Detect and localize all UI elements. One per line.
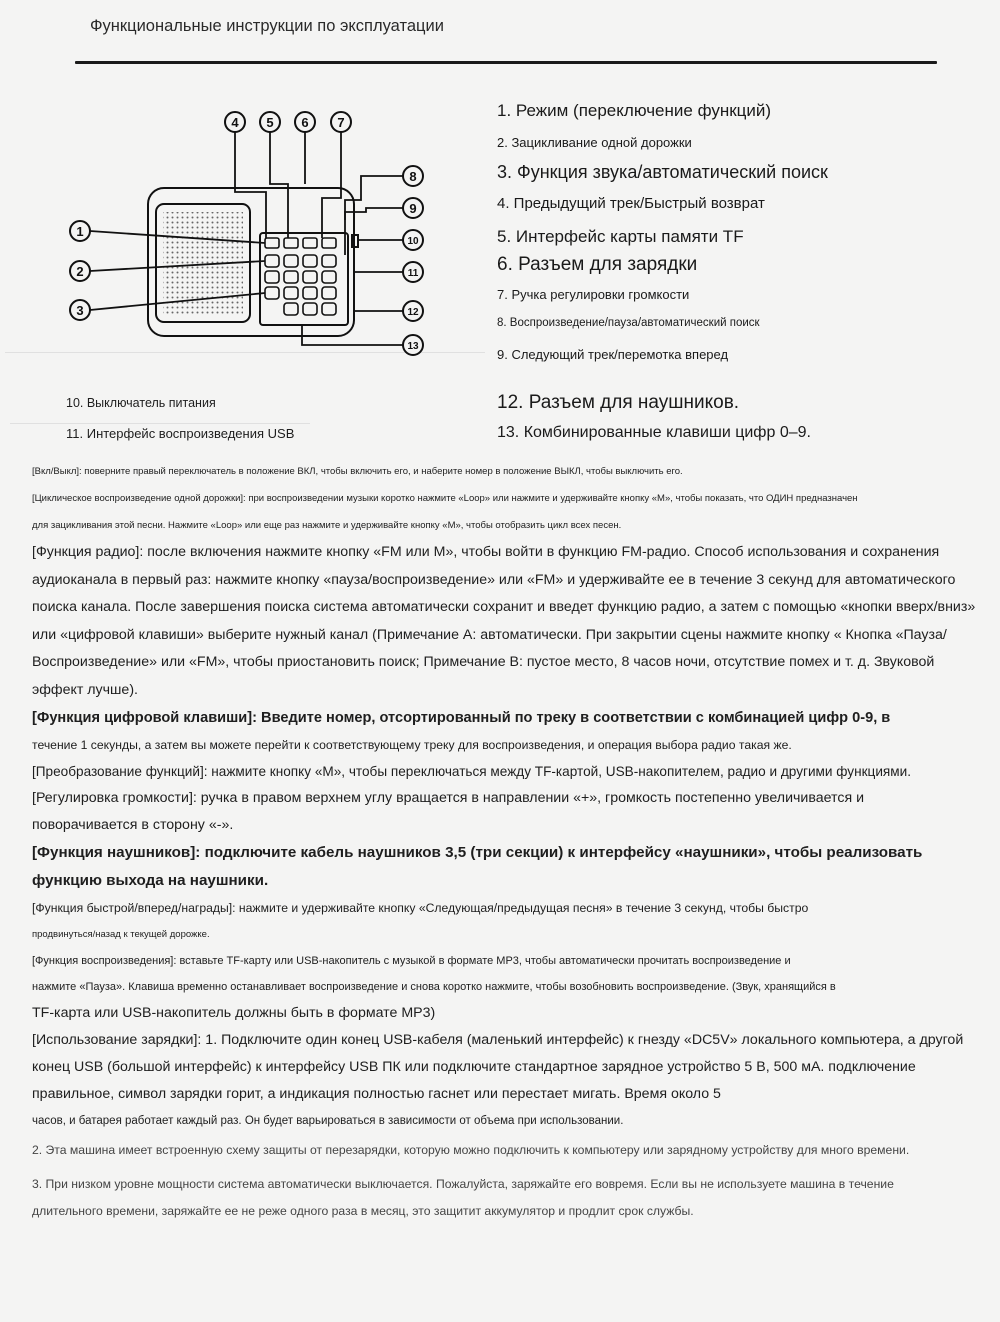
para-convert: [Преобразование функций]: нажмите кнопку «M», чтобы переключаться между TF-картой, USB-накопителем, радио и другими функциями. bbox=[32, 764, 911, 779]
svg-text:4: 4 bbox=[231, 115, 239, 130]
instructions-body bbox=[32, 458, 977, 1225]
callout-11 bbox=[403, 262, 423, 282]
svg-text:11: 11 bbox=[407, 268, 419, 279]
legend-item-5: 5. Интерфейс карты памяти TF bbox=[497, 227, 744, 246]
callout-12 bbox=[403, 301, 423, 321]
svg-text:1: 1 bbox=[76, 224, 84, 239]
para-digit-2: течение 1 секунды, а затем вы можете перейти к соответствующему треку для воспроизведения, и операция выбора радио такая же. bbox=[32, 738, 792, 752]
callout-13 bbox=[403, 335, 423, 355]
para-radio: [Функция радио]: после включения нажмите кнопку «FM или M», чтобы войти в функцию FM-радио. Способ использования и сохранения аудиоканала в первый раз: нажмите кнопку «пауза/воспроизведение» или «FM» и удерживайте ее в течение 3 секунд для автоматического поиска канала. После завершения поиска система автоматически сохранит и введет функцию радио, а затем с помощью «кнопки вверх/вниз» или «цифровой клавиши» выберите нужный канал (Примечание А: автоматически. При закрытии сцены нажмите кнопку « Кнопка «Пауза/Воспроизведение» или «FM», чтобы приостановить поиск; Примечание В: пустое место, 8 часов ночи, отсутствие помех и т. д. Звуковой эффект лучше). bbox=[32, 544, 976, 698]
svg-text:10: 10 bbox=[407, 236, 419, 247]
legend-item-11: 11. Интерфейс воспроизведения USB bbox=[66, 426, 295, 441]
svg-text:8: 8 bbox=[409, 169, 417, 184]
para-play-2: нажмите «Пауза». Клавиша временно останавливает воспроизведение и снова коротко нажмите, чтобы возобновить воспроизведение. (Звук, хранящийся в bbox=[32, 981, 836, 993]
callout-7 bbox=[331, 112, 351, 132]
callout-8 bbox=[403, 166, 423, 186]
para-fast-2: продвинуться/назад к текущей дорожке. bbox=[32, 929, 210, 940]
svg-text:5: 5 bbox=[266, 115, 274, 130]
para-headphones: [Функция наушников]: подключите кабель наушников 3,5 (три секции) к интерфейсу «наушники», чтобы реализовать функцию выхода на наушники. bbox=[32, 844, 923, 889]
svg-text:13: 13 bbox=[407, 341, 419, 352]
legend-item-13: 13. Комбинированные клавиши цифр 0–9. bbox=[497, 424, 811, 441]
callout-1 bbox=[70, 221, 90, 241]
para-volume: [Регулировка громкости]: ручка в правом верхнем углу вращается в направлении «+», громкость постепенно увеличивается и поворачивается в сторону «-». bbox=[32, 790, 864, 833]
page-title: Функциональные инструкции по эксплуатации bbox=[90, 17, 444, 35]
para-play-3: TF-карта или USB-накопитель должны быть в формате MP3) bbox=[32, 1005, 436, 1021]
para-power: [Вкл/Выкл]: поверните правый переключатель в положение ВКЛ, чтобы включить его, и наберите номер в положение ВЫКЛ, чтобы выключить его. bbox=[32, 466, 683, 477]
para-loop-1: [Циклическое воспроизведение одной дорожки]: при воспроизведении музыки коротко нажмите «Loop» или нажмите и удерживайте кнопку «M», чтобы показать, что ОДИН предназначен bbox=[32, 493, 858, 504]
legend-item-8: 8. Воспроизведение/пауза/автоматический поиск bbox=[497, 317, 760, 329]
para-note-3: 3. При низком уровне мощности система автоматически выключается. Пожалуйста, заряжайте его вовремя. Если вы не используете машина в течение длительного времени, заряжайте ее не реже одного раза в месяц, это защитит аккумулятор и продлит срок службы. bbox=[32, 1177, 894, 1218]
legend-item-7: 7. Ручка регулировки громкости bbox=[497, 287, 690, 302]
leader-lines bbox=[90, 132, 403, 345]
legend-item-1: 1. Режим (переключение функций) bbox=[497, 101, 772, 120]
legend-item-12: 12. Разъем для наушников. bbox=[497, 392, 740, 413]
callout-2 bbox=[70, 261, 90, 281]
legend-item-10: 10. Выключатель питания bbox=[66, 396, 216, 410]
device-diagram bbox=[60, 100, 440, 370]
callout-5 bbox=[260, 112, 280, 132]
para-charge-2: часов, и батарея работает каждый раз. Он будет варьироваться в зависимости от объема при использовании. bbox=[32, 1115, 624, 1127]
para-note-2: 2. Эта машина имеет встроенную схему защиты от перезарядки, которую можно подключить к компьютеру или зарядному устройству для много времени. bbox=[32, 1143, 910, 1157]
svg-text:3: 3 bbox=[76, 303, 84, 318]
callout-4 bbox=[225, 112, 245, 132]
svg-text:6: 6 bbox=[301, 115, 309, 130]
keypad bbox=[265, 238, 336, 315]
callout-9 bbox=[403, 198, 423, 218]
legend-item-6: 6. Разъем для зарядки bbox=[497, 254, 698, 275]
para-fast-1: [Функция быстрой/вперед/награды]: нажмите и удерживайте кнопку «Следующая/предыдущая песня» в течение 3 секунд, чтобы быстро bbox=[32, 901, 809, 915]
para-digit-1: [Функция цифровой клавиши]: Введите номер, отсортированный по треку в соответствии с комбинацией цифр 0-9, в bbox=[32, 710, 891, 726]
legend-item-4: 4. Предыдущий трек/Быстрый возврат bbox=[497, 195, 765, 212]
legend-item-9: 9. Следующий трек/перемотка вперед bbox=[497, 347, 729, 362]
callout-3 bbox=[70, 300, 90, 320]
callout-6 bbox=[295, 112, 315, 132]
svg-text:2: 2 bbox=[76, 264, 84, 279]
svg-text:9: 9 bbox=[409, 201, 417, 216]
svg-text:12: 12 bbox=[407, 307, 419, 318]
scan-artifact bbox=[10, 423, 310, 424]
para-loop-2: для зацикливания этой песни. Нажмите «Loop» или еще раз нажмите и удерживайте кнопку «M», чтобы отобразить цикл всех песен. bbox=[32, 520, 622, 531]
legend-item-3: 3. Функция звука/автоматический поиск bbox=[497, 162, 828, 182]
para-charge-1: [Использование зарядки]: 1. Подключите один конец USB-кабеля (маленький интерфейс) к гнезду «DC5V» локального компьютера, а другой конец USB (большой интерфейс) к интерфейсу USB ПК или подключите стандартное зарядное устройство 5 В, 500 мА. подключение правильное, символ зарядки горит, а индикация полностью гаснет или перестает мигать. Время около 5 bbox=[32, 1032, 964, 1102]
para-play-1: [Функция воспроизведения]: вставьте TF-карту или USB-накопитель с музыкой в формате MP3, чтобы автоматически прочитать воспроизведение и bbox=[32, 955, 791, 967]
title-divider bbox=[75, 61, 937, 64]
legend-item-2: 2. Зацикливание одной дорожки bbox=[497, 135, 692, 150]
svg-text:7: 7 bbox=[337, 115, 345, 130]
callout-10 bbox=[403, 230, 423, 250]
